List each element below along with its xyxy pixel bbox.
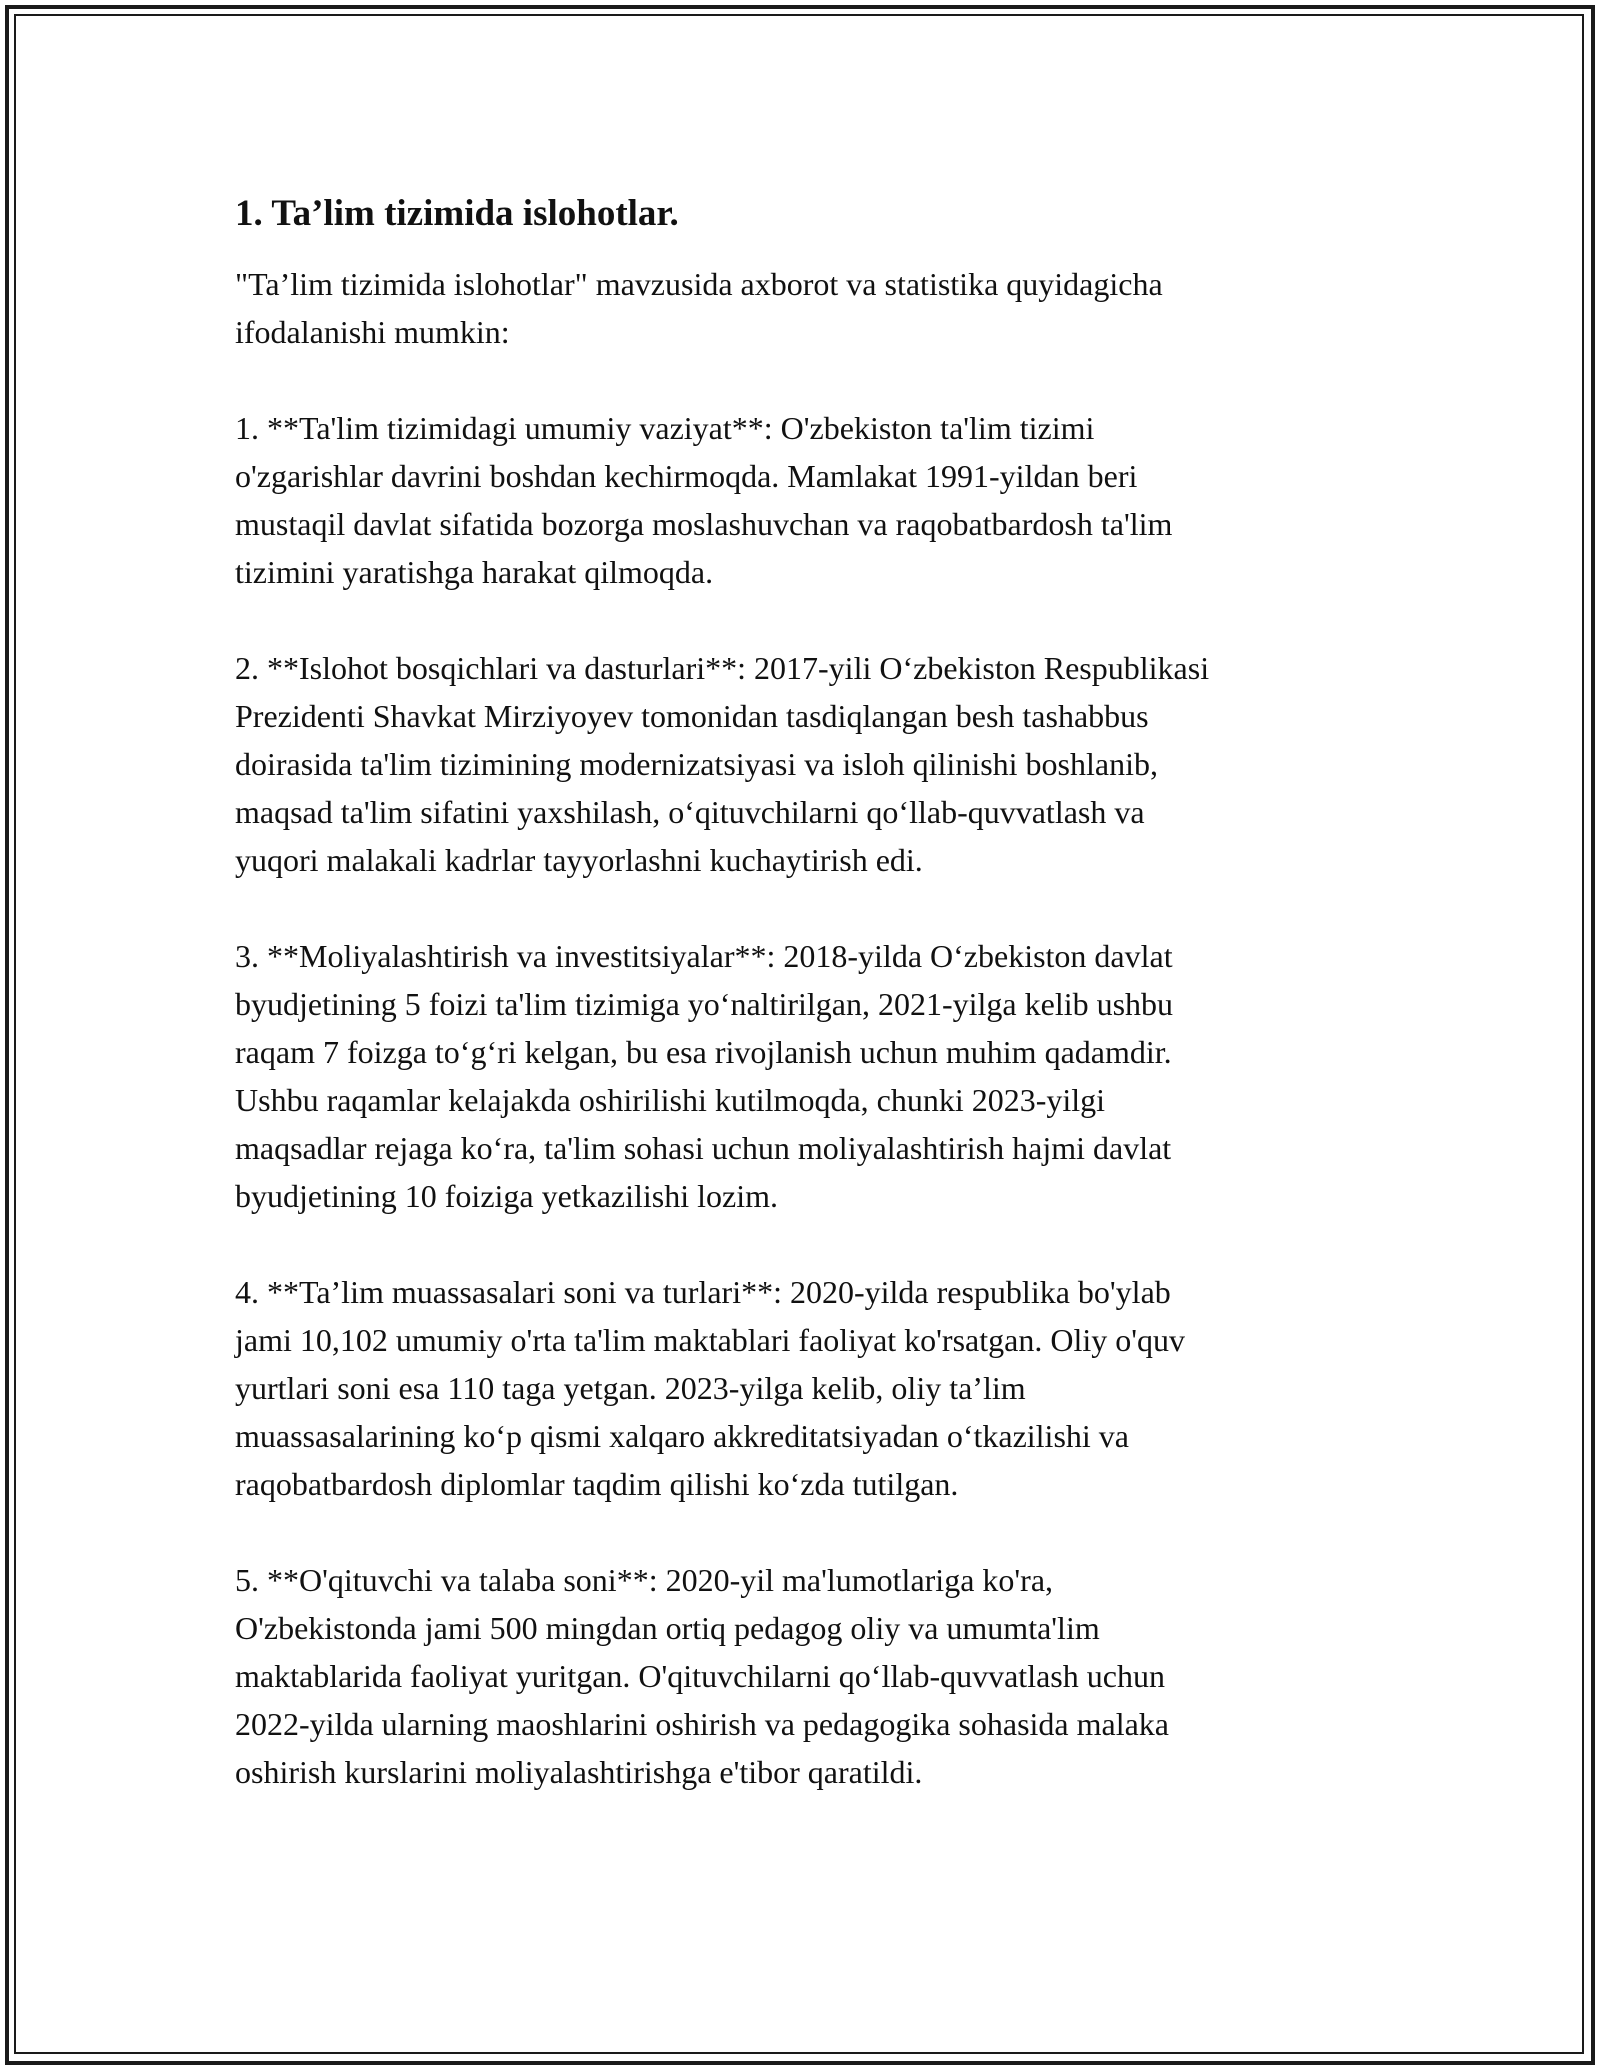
section-line: 1. **Ta'lim tizimidagi umumiy vaziyat**: O'zbekiston ta'lim tizimi xyxy=(235,410,1095,446)
section-line: maqsadlar rejaga ko‘ra, ta'lim sohasi uchun moliyalashtirish hajmi davlat xyxy=(235,1130,1172,1166)
section-line: yuqori malakali kadrlar tayyorlashni kuchaytirish edi. xyxy=(235,842,923,878)
section-line: Prezidenti Shavkat Mirziyoyev tomonidan tasdiqlangan besh tashabbus xyxy=(235,698,1149,734)
section-line: byudjetining 5 foizi ta'lim tizimiga yo‘naltirilgan, 2021-yilga kelib ushbu xyxy=(235,986,1174,1022)
section-line: mustaqil davlat sifatida bozorga moslashuvchan va raqobatbardosh ta'lim xyxy=(235,506,1173,542)
section-2-paragraph xyxy=(235,644,1370,884)
section-line: 3. **Moliyalashtirish va investitsiyalar**: 2018-yilda O‘zbekiston davlat xyxy=(235,938,1173,974)
section-3-paragraph xyxy=(235,932,1370,1220)
document-body xyxy=(235,180,1370,1844)
section-line: Ushbu raqamlar kelajakda oshirilishi kutilmoqda, chunki 2023-yilgi xyxy=(235,1082,1106,1118)
intro-line: "Ta’lim tizimida islohotlar" mavzusida axborot va statistika quyidagicha xyxy=(235,266,1163,302)
section-line: maktablarida faoliyat yuritgan. O'qituvchilarni qo‘llab-quvvatlash uchun xyxy=(235,1658,1165,1694)
section-line: oshirish kurslarini moliyalashtirishga e'tibor qaratildi. xyxy=(235,1754,923,1790)
section-line: 2022-yilda ularning maoshlarini oshirish va pedagogika sohasida malaka xyxy=(235,1706,1169,1742)
section-line: raqam 7 foizga to‘g‘ri kelgan, bu esa rivojlanish uchun muhim qadamdir. xyxy=(235,1034,1172,1070)
intro-paragraph xyxy=(235,260,1370,356)
section-line: raqobatbardosh diplomlar taqdim qilishi ko‘zda tutilgan. xyxy=(235,1466,959,1502)
section-4-paragraph xyxy=(235,1268,1370,1508)
section-line: 5. **O'qituvchi va talaba soni**: 2020-yil ma'lumotlariga ko'ra, xyxy=(235,1562,1054,1598)
section-1-paragraph xyxy=(235,404,1370,596)
section-line: 4. **Ta’lim muassasalari soni va turlari**: 2020-yilda respublika bo'ylab xyxy=(235,1274,1171,1310)
section-5-paragraph xyxy=(235,1556,1370,1796)
section-line: maqsad ta'lim sifatini yaxshilash, o‘qituvchilarni qo‘llab-quvvatlash va xyxy=(235,794,1145,830)
section-line: doirasida ta'lim tizimining modernizatsiyasi va isloh qilinishi boshlanib, xyxy=(235,746,1158,782)
intro-line: ifodalanishi mumkin: xyxy=(235,314,510,350)
section-line: o'zgarishlar davrini boshdan kechirmoqda. Mamlakat 1991-yildan beri xyxy=(235,458,1138,494)
section-line: muassasalarining ko‘p qismi xalqaro akkreditatsiyadan o‘tkazilishi va xyxy=(235,1418,1129,1454)
section-line: O'zbekistonda jami 500 mingdan ortiq pedagog oliy va umumta'lim xyxy=(235,1610,1100,1646)
section-line: tizimini yaratishga harakat qilmoqda. xyxy=(235,554,714,590)
section-line: 2. **Islohot bosqichlari va dasturlari**: 2017-yili O‘zbekiston Respublikasi xyxy=(235,650,1210,686)
section-line: jami 10,102 umumiy o'rta ta'lim maktablari faoliyat ko'rsatgan. Oliy o'quv xyxy=(235,1322,1185,1358)
document-title: 1. Ta’lim tizimida islohotlar. xyxy=(235,193,679,234)
section-line: yurtlari soni esa 110 taga yetgan. 2023-yilga kelib, oliy ta’lim xyxy=(235,1370,1026,1406)
section-line: byudjetining 10 foiziga yetkazilishi lozim. xyxy=(235,1178,778,1214)
